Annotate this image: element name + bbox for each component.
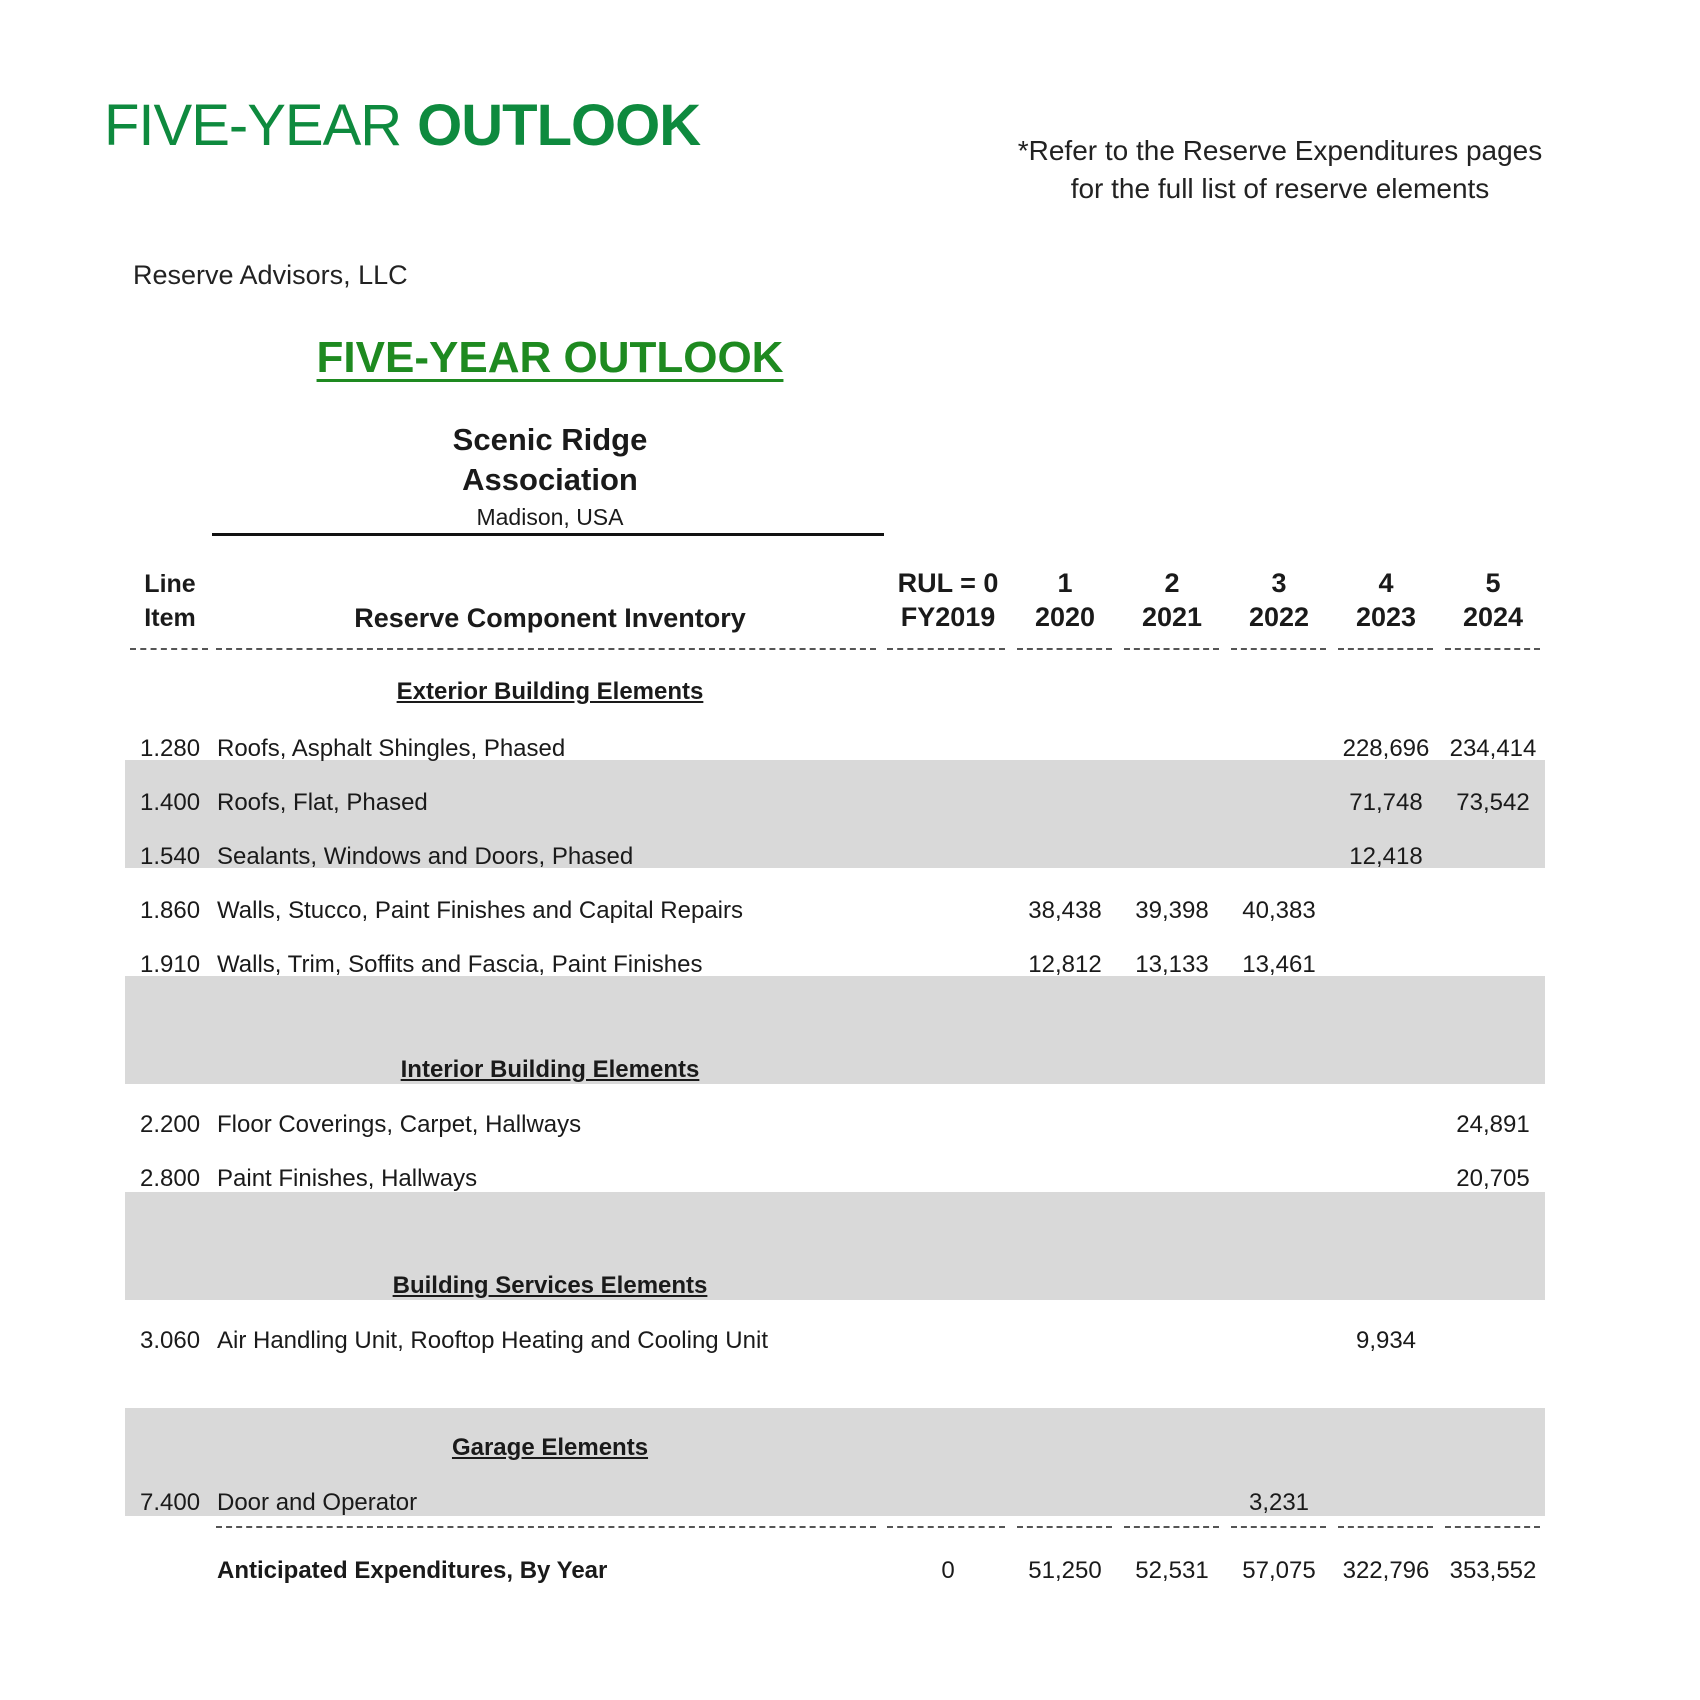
section-services: Building Services Elements (392, 1272, 708, 1299)
header-separator (130, 648, 208, 650)
row-line-number: 1.540 (140, 843, 201, 870)
header-year-0-bottom: FY2019 (900, 602, 996, 632)
header-year-5-bottom: 2024 (1462, 602, 1524, 632)
row-line-number: 3.060 (140, 1327, 201, 1354)
total-value: 51,250 (1028, 1557, 1102, 1584)
total-separator (216, 1526, 876, 1528)
total-separator (1017, 1526, 1112, 1528)
row-line-number: 1.910 (140, 951, 201, 978)
association-name (212, 420, 888, 500)
row-value: 3,231 (1248, 1489, 1310, 1516)
total-value: 0 (941, 1557, 955, 1584)
row-value: 234,414 (1449, 735, 1537, 762)
row-value: 12,812 (1028, 951, 1102, 978)
row-description: Roofs, Asphalt Shingles, Phased (217, 735, 566, 762)
row-description: Roofs, Flat, Phased (217, 789, 428, 816)
row-value: 13,461 (1242, 951, 1316, 978)
header-separator (887, 648, 1005, 650)
row-value: 71,748 (1349, 789, 1423, 816)
header-year-4-top: 4 (1378, 568, 1394, 598)
row-value: 39,398 (1135, 897, 1209, 924)
header-year-1-top: 1 (1057, 568, 1073, 598)
row-line-number: 1.280 (140, 735, 201, 762)
header-year-3-bottom: 2022 (1248, 602, 1310, 632)
total-value: 52,531 (1135, 1557, 1209, 1584)
row-value: 40,383 (1242, 897, 1316, 924)
header-separator (216, 648, 876, 650)
row-line-number: 2.200 (140, 1111, 201, 1138)
row-value: 228,696 (1342, 735, 1430, 762)
header-year-2 (1117, 566, 1227, 634)
row-description: Air Handling Unit, Rooftop Heating and Cooling Unit (217, 1327, 768, 1354)
row-description: Walls, Stucco, Paint Finishes and Capital Repairs (217, 897, 744, 924)
header-year-1-bottom: 2020 (1034, 602, 1096, 632)
section-garage: Garage Elements (451, 1434, 649, 1461)
header-year-3 (1224, 566, 1334, 634)
report-title (212, 333, 888, 383)
header-year-2-top: 2 (1164, 568, 1180, 598)
row-line-number: 1.400 (140, 789, 201, 816)
total-separator (1231, 1526, 1326, 1528)
total-separator (1445, 1526, 1540, 1528)
page-banner (104, 92, 700, 159)
header-line: Line (144, 570, 196, 598)
row-description: Paint Finishes, Hallways (217, 1165, 478, 1192)
association-line-2: Association (462, 462, 638, 497)
total-separator (1124, 1526, 1219, 1528)
row-line-number: 2.800 (140, 1165, 201, 1192)
association-location: Madison, USA (476, 504, 624, 530)
total-value: 322,796 (1342, 1557, 1430, 1584)
total-label: Anticipated Expenditures, By Year (217, 1557, 608, 1584)
row-value: 20,705 (1456, 1165, 1530, 1192)
section-exterior: Exterior Building Elements (396, 678, 704, 705)
header-year-0-top: RUL = 0 (897, 568, 999, 598)
header-year-3-top: 3 (1271, 568, 1287, 598)
header-separator (1338, 648, 1433, 650)
header-year-2-bottom: 2021 (1141, 602, 1203, 632)
row-value: 38,438 (1028, 897, 1102, 924)
header-item: Item (144, 604, 196, 632)
header-year-5 (1438, 566, 1548, 634)
company-name: Reserve Advisors, LLC (133, 260, 408, 290)
banner-bold: OUTLOOK (417, 93, 701, 158)
note-line-1: *Refer to the Reserve Expenditures pages (1017, 135, 1543, 166)
reference-note (980, 132, 1580, 208)
row-description: Door and Operator (217, 1489, 418, 1516)
header-year-5-top: 5 (1485, 568, 1501, 598)
title-rule (212, 533, 884, 536)
header-separator (1445, 648, 1540, 650)
row-value: 13,133 (1135, 951, 1209, 978)
header-year-4 (1331, 566, 1441, 634)
row-description: Sealants, Windows and Doors, Phased (217, 843, 634, 870)
header-separator (1231, 648, 1326, 650)
report-title-text: FIVE-YEAR OUTLOOK (316, 333, 784, 382)
total-separator (887, 1526, 1005, 1528)
section-interior: Interior Building Elements (400, 1056, 700, 1083)
header-separator (1124, 648, 1219, 650)
row-description: Floor Coverings, Carpet, Hallways (217, 1111, 582, 1138)
association-line-1: Scenic Ridge (452, 422, 648, 457)
header-year-4-bottom: 2023 (1355, 602, 1417, 632)
header-separator (1017, 648, 1112, 650)
header-year-0 (888, 566, 1008, 634)
row-value: 24,891 (1456, 1111, 1530, 1138)
row-description: Walls, Trim, Soffits and Fascia, Paint Finishes (217, 951, 703, 978)
row-value: 12,418 (1349, 843, 1423, 870)
row-line-number: 7.400 (140, 1489, 201, 1516)
header-inventory: Reserve Component Inventory (354, 603, 746, 633)
note-line-2: for the full list of reserve elements (1070, 173, 1490, 204)
header-year-1 (1010, 566, 1120, 634)
row-value: 9,934 (1355, 1327, 1417, 1354)
row-line-number: 1.860 (140, 897, 201, 924)
total-value: 57,075 (1242, 1557, 1316, 1584)
header-line-item (130, 567, 210, 635)
total-value: 353,552 (1449, 1557, 1537, 1584)
banner-light: FIVE-YEAR (104, 93, 402, 158)
row-value: 73,542 (1456, 789, 1530, 816)
total-separator (1338, 1526, 1433, 1528)
